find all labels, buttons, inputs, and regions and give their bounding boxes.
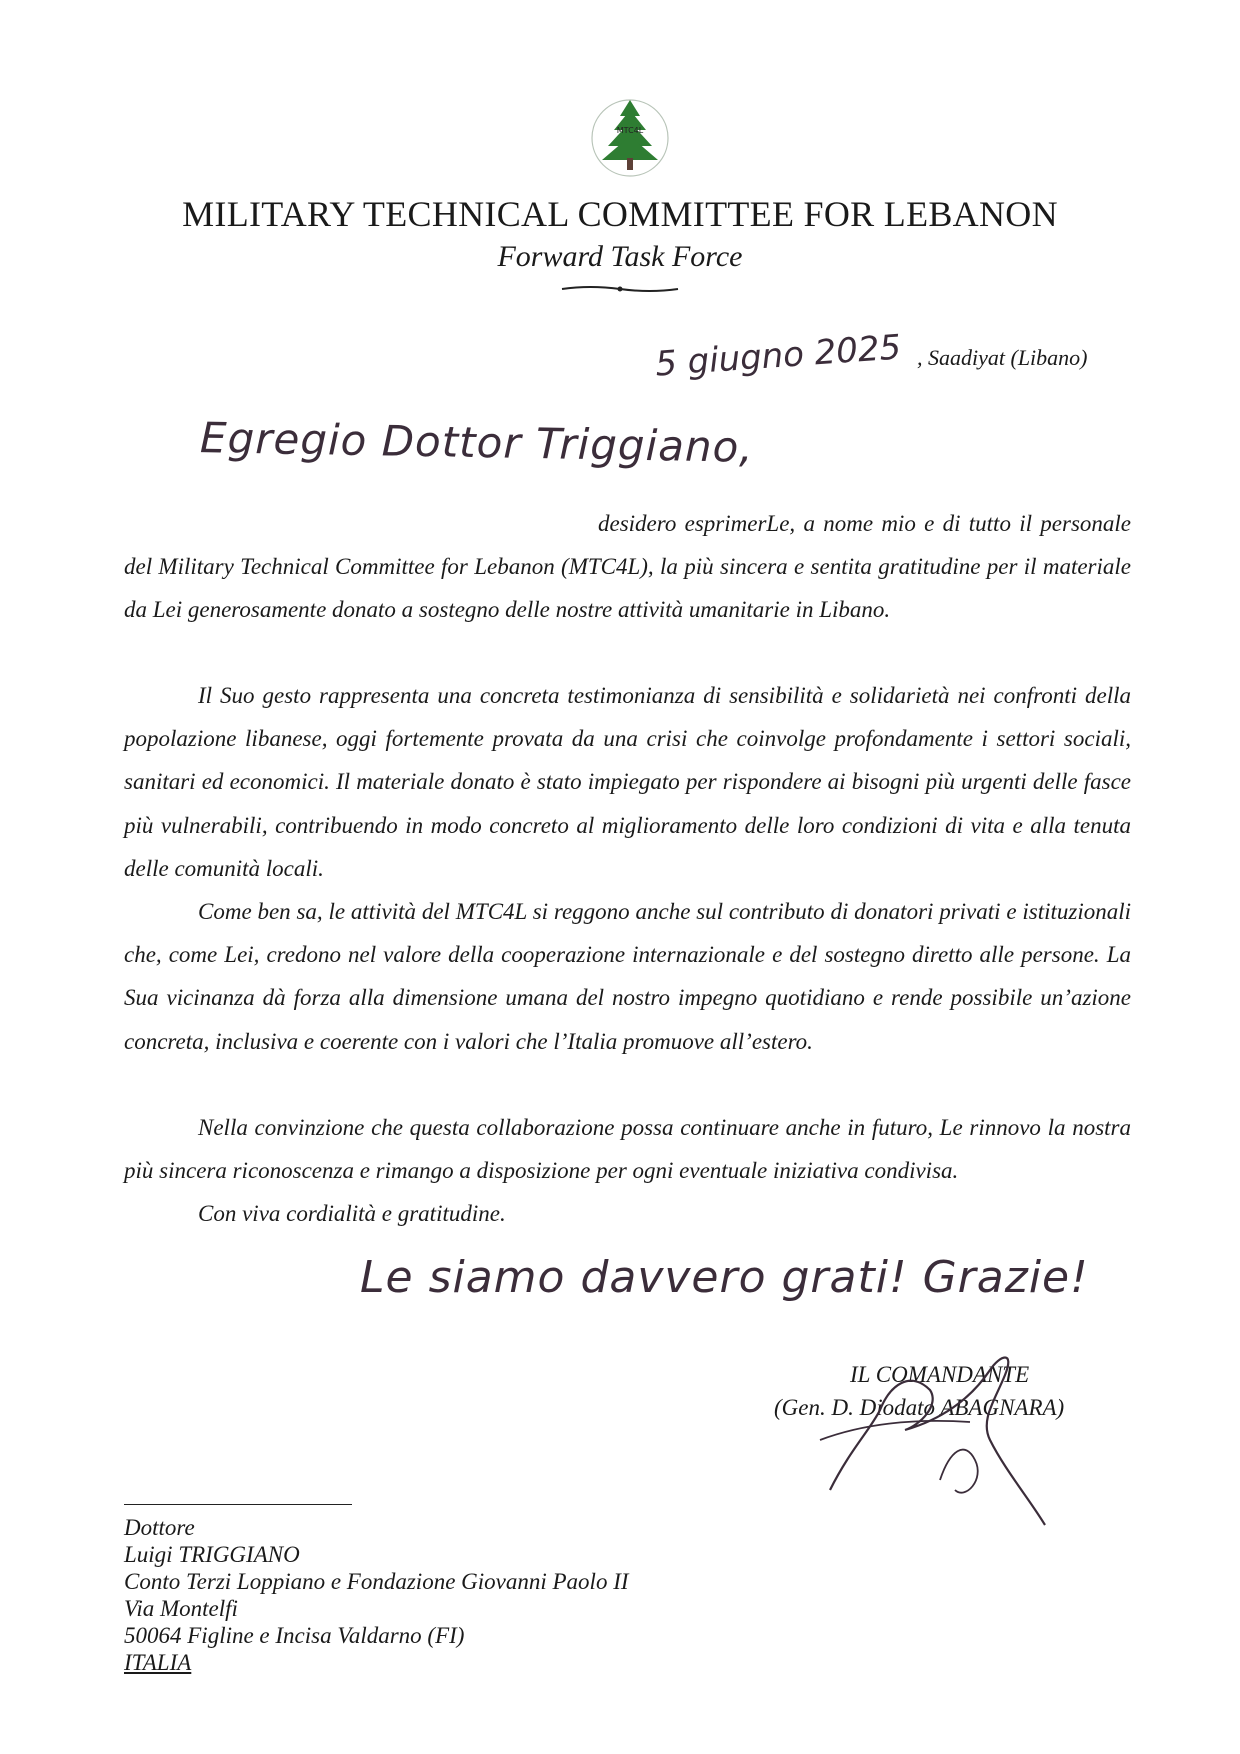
- handwritten-signature: [790, 1330, 1090, 1530]
- body-paragraph: Il Suo gesto rappresenta una concreta testimonianza di sensibilità e solidarietà nei confronti della popolazione libanese, oggi fortemente provata da una crisi che coinvolge profondamente i settori sociali, sanitari ed economici. Il materiale donato è stato impiegato per rispondere ai bisogni più urgenti delle fasce più vulnerabili, contribuendo in modo concreto al miglioramento delle loro condizioni di vita e alla tenuta delle comunità locali.: [124, 683, 1131, 881]
- recipient-street: Via Montelfi: [124, 1596, 238, 1621]
- emblem-text: MTC4L: [616, 126, 644, 135]
- recipient-name: Luigi TRIGGIANO: [124, 1542, 300, 1567]
- cedar-tree-icon: [588, 96, 672, 180]
- body-paragraph: desidero esprimerLe, a nome mio e di tutto il personale del Military Technical Committee for Lebanon (MTC4L), la più sincera e sentita gratitudine per il materiale da Lei generosamente donato a sostegno delle nostre attività umanitarie in Libano.: [124, 511, 1131, 623]
- body-paragraph: Con viva cordialità e gratitudine.: [198, 1201, 506, 1226]
- organization-title: MILITARY TECHNICAL COMMITTEE FOR LEBANON: [182, 194, 1058, 234]
- organization-subtitle: Forward Task Force: [497, 240, 743, 273]
- recipient-country: ITALIA: [124, 1650, 192, 1675]
- signature-title: IL COMANDANTE: [850, 1362, 1030, 1387]
- signature-name: (Gen. D. Diodato ABAGNARA): [774, 1395, 1065, 1420]
- body-paragraph: Nella convinzione che questa collaborazione possa continuare anche in futuro, Le rinnovo la nostra più sincera riconoscenza e rimango a disposizione per ogni eventuale iniziativa condivisa.: [124, 1115, 1131, 1184]
- handwritten-salutation: Egregio Dottor Triggiano,: [199, 413, 755, 472]
- ornament-divider: [560, 283, 680, 295]
- body-paragraph: Come ben sa, le attività del MTC4L si reggono anche sul contributo di donatori privati e istituzionali che, come Lei, credono nel valore della cooperazione internazionale e del sostegno diretto alle persone. La Sua vicinanza dà forza alla dimensione umana del nostro impegno quotidiano e rende possibile un’azione concreta, inclusiva e coerente con i valori che l’Italia promuove all’estero.: [124, 899, 1131, 1054]
- recipient-organization: Conto Terzi Loppiano e Fondazione Giovanni Paolo II: [124, 1569, 629, 1594]
- recipient-title: Dottore: [124, 1515, 195, 1540]
- recipient-city: 50064 Figline e Incisa Valdarno (FI): [124, 1623, 465, 1648]
- handwritten-closing: Le siamo davvero grati! Grazie!: [360, 1252, 1089, 1303]
- place-text: , Saadiyat (Libano): [917, 345, 1088, 370]
- address-divider: [124, 1504, 352, 1505]
- handwritten-date: 5 giugno 2025: [653, 327, 903, 385]
